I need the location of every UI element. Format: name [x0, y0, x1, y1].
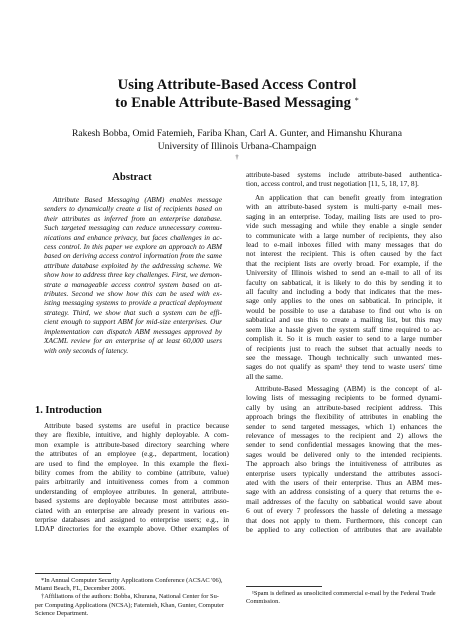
right-line: enterprise users typically understand the attributes associ- [246, 468, 442, 478]
right-line: University of Illinois wished to send an e-mail to all of its [246, 268, 442, 278]
abstract-line: implementation can dispatch ABM messages approved by [44, 326, 222, 336]
right-line: sage only applies to the ones on sabbatical. In principle, it [246, 296, 442, 306]
abstract-line: Such targeted messaging can reduce unnecessary commu- [44, 223, 222, 233]
affiliation-text: University of Illinois Urbana-Champaign [157, 140, 317, 152]
abstract-line: show how to address three key challenges. First, we demon- [44, 270, 222, 280]
footnote-right [246, 590, 442, 606]
abstract-line: Attribute Based Messaging (ABM) enables message [53, 195, 222, 204]
intro-line: understanding of employee attributes. In general, attribute- [35, 486, 229, 496]
right-line: sender to send confidential messages knowing that the mes- [246, 440, 442, 450]
right-line: 6 out of every 7 professors the hassle of deleting a message [246, 506, 442, 516]
right-line: that does not apply to them. Furthermore, this concept can [246, 515, 442, 525]
footnote-line: Science Department. [35, 609, 89, 617]
right-line: Attribute-Based Messaging (ABM) is the concept of al- [255, 384, 442, 393]
abstract-line: nications and enhance privacy, but faces challenges in ac- [44, 232, 222, 242]
right-line: all faculty and including a body that indicates that the mes- [246, 287, 442, 297]
intro-line: Attribute based systems are useful in practice because [44, 421, 229, 430]
right-line: attribute-based systems include attribute-based authentica- [246, 170, 442, 179]
right-line: sages do not qualify as spam¹ they tend to waste users' time [246, 362, 442, 372]
right-line: sabbatical and use this to create a mailing list, but this may [246, 315, 442, 325]
abstract-line: based on deriving access control information from the same [44, 251, 222, 261]
right-line: would be possible to use a database to find out who is on [246, 305, 442, 315]
right-line: faculty on sabbatical, it is likely to do this by sending it to [246, 277, 442, 287]
footnote-line: †Affiliations of the authors: Bobba, Khurana, National Center for Su- [41, 593, 219, 601]
right-line: approach brings the flexibility of attributes in enabling the [246, 412, 442, 422]
right-line: be applied to any collection of attributes that are available [246, 525, 442, 535]
author-names: Rakesh Bobba, Omid Fatemieh, Fariba Khan, Carl A. Gunter, and Himanshu Khurana [71, 128, 402, 139]
right-line: complish it. So it is much easier to send to a large number [246, 334, 442, 344]
right-line: sage with an address consisting of a query that returns the e- [246, 487, 442, 497]
right-line: An application that can benefit greatly from integration [255, 193, 442, 202]
right-line: tion, access control, and trust negotiation [11, 5, 18, 17, 8]. [246, 179, 419, 189]
abstract-line: cient enough to support ABM for mid-size enterprises. Our [44, 317, 222, 327]
right-line: sender to send targeted messages, which 1) enhances the [246, 421, 442, 431]
affiliation-mark: † [235, 154, 239, 161]
abstract-line: with only seconds of latency. [44, 345, 129, 355]
abstract-line: cess control. In this paper we explore an approach to ABM [44, 242, 222, 252]
author-affiliation [0, 141, 474, 166]
footnotes-left [35, 577, 229, 618]
right-line: seem like a hassle given the system staff time required to ac- [246, 324, 442, 334]
footnote-rule-left [35, 573, 111, 574]
right-line: relevance of messages to the recipient and 2) allows the [246, 431, 442, 441]
introduction-body [35, 421, 229, 534]
right-line: ated with the users of their enterprise. Thus an ABM mes- [246, 478, 442, 488]
intro-line: terprise databases and assigned to enterprise users; e.g., in [35, 515, 229, 525]
intro-line: ciated with an enterprise are already present in various en- [35, 505, 229, 515]
right-line: vide such messaging and while they enable a single sender [246, 221, 442, 231]
right-line: to communicate with a large number of recipients, they also [246, 230, 442, 240]
intro-line: LDAP directories for the example above. Other examples of [35, 524, 229, 534]
right-line: of recipients just to reach the subset that actually needs to [246, 343, 442, 353]
intro-line: the attributes of an employee (e.g., department, location) [35, 449, 229, 459]
intro-line: based systems are deployable because most attributes asso- [35, 496, 229, 506]
paper-title [0, 76, 474, 112]
abstract-line: strate a manageable access control system based on at- [44, 279, 222, 289]
right-line: not interest the recipient. This is often caused by the fact [246, 249, 442, 259]
title-line-1: Using Attribute-Based Access Control [117, 77, 357, 93]
right-line: lead to e-mail inboxes filled with many messages that do [246, 240, 442, 250]
introduction-heading: 1. Introduction [35, 405, 102, 416]
right-line: see the message. Though technically such unwanted mes- [246, 352, 442, 362]
author-block [0, 128, 474, 166]
intro-line: pairs arbitrarily and intuitiveness comes from a common [35, 477, 229, 487]
abstract-heading: Abstract [112, 172, 152, 183]
abstract-line: senders to dynamically create a list of recipients based on [44, 204, 222, 214]
footnote-line: *In Annual Computer Security Applications Conference (ACSAC '06), [41, 577, 223, 584]
intro-line: bility comes from the ability to combine (attribute, value) [35, 468, 229, 478]
right-line: with an attribute-based system is multi-party e-mail mes- [246, 202, 442, 212]
abstract-line: attribute database exploited by the addressing scheme. We [44, 260, 222, 270]
footnote-line: ¹Spam is defined as unsolicited commercial e-mail by the Federal Trade [252, 590, 436, 597]
footnote-line: per Computing Applications (NCSA); Fatemieh, Khan, Gunter, Computer [35, 601, 224, 609]
right-line: The approach also brings the intuitiveness of attributes as [246, 459, 442, 469]
footnote-line: Miami Beach, FL, December 2006. [35, 585, 126, 593]
right-line: sages would be delivered only to the intended recipients. [246, 449, 442, 459]
footnote-line: Commission. [246, 598, 280, 606]
right-paragraph-2 [246, 193, 442, 381]
abstract-line: XACML review for an enterprise of at least 60,000 users [44, 336, 222, 346]
title-line-2-text: to Enable Attribute-Based Messaging [115, 95, 351, 111]
abstract-line: their attributes as inferred from an enterprise database. [44, 213, 222, 223]
right-column-continuation [246, 170, 442, 189]
intro-line: are used to find the employee. In this example the flexi- [35, 458, 229, 468]
right-line: lowing lists of messaging recipients to be formed dynami- [246, 393, 442, 403]
intro-line: they are flexible, intuitive, and highly deployable. A com- [35, 430, 229, 440]
right-line: cally by using an attribute-based recipient address. This [246, 402, 442, 412]
right-line: mail addresses of the faculty on sabbatical would save about [246, 496, 442, 506]
right-line: saging in an enterprise. Today, mailing lists are used to pro- [246, 211, 442, 221]
abstract-line: strategy. Third, we show that such a system can be effi- [44, 307, 222, 317]
abstract-body [44, 195, 222, 355]
title-footnote-mark: * [354, 96, 359, 105]
right-paragraph-3 [246, 384, 442, 535]
abstract-line: isting messaging systems to provide a practical deployment [44, 298, 222, 308]
intro-line: mon example is attribute-based directory searching where [35, 439, 229, 449]
title-line-2 [0, 94, 474, 112]
right-line: all the same. [246, 371, 283, 381]
footnote-rule-right [246, 586, 322, 587]
right-line: that the recipient lists are overly broad. For example, if the [246, 258, 442, 268]
abstract-line: tributes. Second we show how this can be used with ex- [44, 289, 222, 299]
